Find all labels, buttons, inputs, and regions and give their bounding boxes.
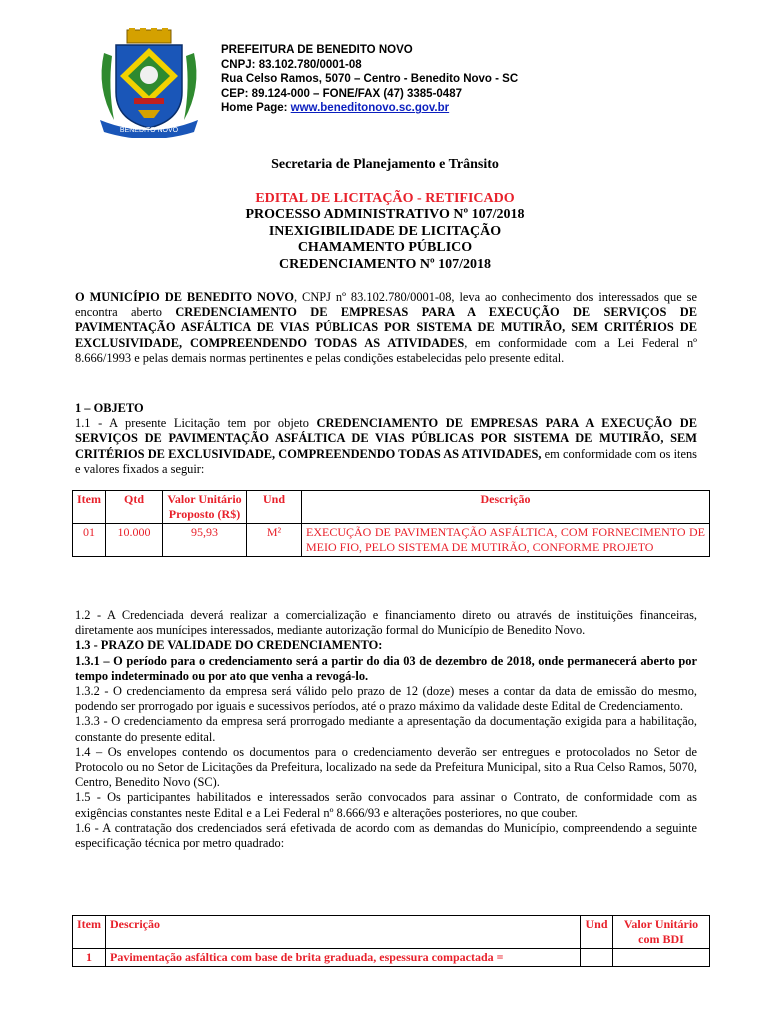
objeto-text-2: em conformidade com os itens e valores fixados a seguir:: [75, 446, 697, 476]
cell-qtd: 10.000: [106, 524, 163, 557]
header-valor-bdi: Valor Unitário com BDI: [613, 916, 710, 949]
cell-item: 1: [73, 949, 106, 967]
paragraph-1-4: 1.4 – Os envelopes contendo os documentos para o credenciamento deverão ser entregues e protocolados no Setor de Protocolo ou no Setor de Licitações da Prefeitura, localizado na sede da Prefeitura Municipal, sito a Rua Celso Ramos, 5070, Centro, Benedito Novo (SC).: [75, 744, 697, 790]
cell-und: M²: [247, 524, 302, 557]
paragraph-1-3-1: 1.3.1 – O período para o credenciamento será a partir do dia 03 de dezembro de 2018, onde permanecerá aberto por tempo indeterminado ou por ato que venha a revogá-lo.: [75, 653, 697, 683]
cell-item: 01: [73, 524, 106, 557]
header-descricao: Descrição: [302, 491, 710, 524]
municipal-crest-icon: [94, 28, 204, 138]
objeto-bold: CREDENCIAMENTO DE EMPRESAS PARA A EXECUÇÃO DE SERVIÇOS DE PAVIMENTAÇÃO ASFÁLTICA DE VIAS PÚBLICAS POR SISTEMA DE MUTIRÃO, SEM CRITÉRIOS DE EXCLUSIVIDADE, COMPREENDENDO TODAS AS ATIVIDADES,: [75, 416, 697, 461]
cell-valor: 95,93: [163, 524, 247, 557]
document-titles: [0, 191, 770, 273]
heading-1-3: 1.3 - PRAZO DE VALIDADE DO CREDENCIAMENTO:: [75, 638, 383, 653]
intro-municipio: O MUNICÍPIO DE BENEDITO NOVO: [75, 290, 294, 304]
processo-title: PROCESSO ADMINISTRATIVO Nº 107/2018: [245, 207, 525, 223]
objeto-heading: 1 – OBJETO: [75, 401, 144, 415]
header-qtd: Qtd: [106, 491, 163, 524]
edital-title: EDITAL DE LICITAÇÃO - RETIFICADO: [255, 191, 515, 206]
cep-phone-line: CEP: 89.124-000 – FONE/FAX (47) 3385-0487: [221, 87, 462, 100]
table-header-row: [73, 491, 710, 524]
table-row: [73, 524, 710, 557]
intro-object: CREDENCIAMENTO DE EMPRESAS PARA A EXECUÇÃO DE SERVIÇOS DE PAVIMENTAÇÃO ASFÁLTICA DE VIAS PÚBLICAS POR SISTEMA DE MUTIRÃO, SEM CRITÉRIOS DE EXCLUSIVIDADE, COMPREENDENDO TODAS AS ATIVIDADES: [75, 305, 698, 350]
header-item: Item: [73, 491, 106, 524]
intro-text-2: , em conformidade com a Lei Federal nº 8.666/1993 e pelas demais normas pertinentes e pelas condições estabelecidas pelo presente edital.: [75, 335, 698, 365]
table-header-row: [73, 916, 710, 949]
department-title: Secretaria de Planejamento e Trânsito: [271, 157, 499, 172]
cell-descricao: EXECUÇÃO DE PAVIMENTAÇÃO ASFÁLTICA, COM FORNECIMENTO DE MEIO FIO, PELO SISTEMA DE MUTIRÃO, CONFORME PROJETO: [302, 524, 710, 557]
intro-text-1: , CNPJ nº 83.102.780/0001-08, leva ao conhecimento dos interessados que se encontra aberto: [75, 290, 697, 320]
prefeitura-name: PREFEITURA DE BENEDITO NOVO: [221, 44, 413, 56]
header-descricao: Descrição: [106, 916, 581, 949]
intro-paragraph: [75, 290, 697, 366]
inexigibilidade-title: INEXIGIBILIDADE DE LICITAÇÃO: [268, 223, 502, 239]
header-valor: Valor Unitário Proposto (R$): [163, 491, 247, 524]
paragraph-1-3-3: 1.3.3 - O credenciamento da empresa será prorrogado mediante a apresentação da documentação exigida para a habilitação, constante do presente edital.: [75, 714, 697, 744]
header-und: Und: [247, 491, 302, 524]
cell-und: [581, 949, 613, 967]
chamamento-title: CHAMAMENTO PÚBLICO: [297, 240, 473, 256]
paragraph-1-3-2: 1.3.2 - O credenciamento da empresa será válido pelo prazo de 12 (doze) meses a contar da data de emissão do mesmo, podendo ser prorrogado por iguais e sucessivos períodos, até o prazo máximo da validade deste Edital de Credenciamento.: [75, 684, 697, 714]
header-item: Item: [73, 916, 106, 949]
paragraph-1-6: 1.6 - A contratação dos credenciados será efetivada de acordo com as demandas do Município, compreendendo a seguinte especificação técnica por metro quadrado:: [75, 820, 697, 851]
cnpj-line: CNPJ: 83.102.780/0001-08: [221, 58, 362, 71]
objeto-text-1: 1.1 - A presente Licitação tem por objeto: [75, 416, 317, 431]
homepage-label: Home Page:: [221, 102, 291, 115]
credenciamento-title: CREDENCIAMENTO Nº 107/2018: [278, 256, 492, 272]
objeto-section: [75, 401, 697, 477]
header-und: Und: [581, 916, 613, 949]
specification-table: [72, 915, 710, 967]
cell-descricao: Pavimentação asfáltica com base de brita graduada, espessura compactada =: [106, 949, 581, 967]
paragraph-1-5: 1.5 - Os participantes habilitados e interessados serão convocados para assinar o Contrato, de conformidade com as exigências constantes neste Edital e a Lei Federal nº 8.666/93 e alterações posteriores, no que couber.: [75, 790, 697, 820]
section-1-continuation: [75, 608, 697, 851]
letterhead: [221, 43, 518, 116]
cell-valor-bdi: [613, 949, 710, 967]
homepage-link[interactable]: www.beneditonovo.sc.gov.br: [290, 102, 450, 115]
paragraph-1-2: 1.2 - A Credenciada deverá realizar a comercialização e financiamento direto ou através de instituições financeiras, diretamente aos munícipes interessados, mediante autorização formal do Município de Benedito Novo.: [75, 608, 697, 638]
address-line: Rua Celso Ramos, 5070 – Centro - Benedito Novo - SC: [221, 73, 519, 86]
crest-banner-text: BENEDITO NOVO: [119, 127, 179, 134]
table-row: [73, 949, 710, 967]
items-table: [72, 490, 710, 557]
homepage-line: [221, 101, 518, 116]
